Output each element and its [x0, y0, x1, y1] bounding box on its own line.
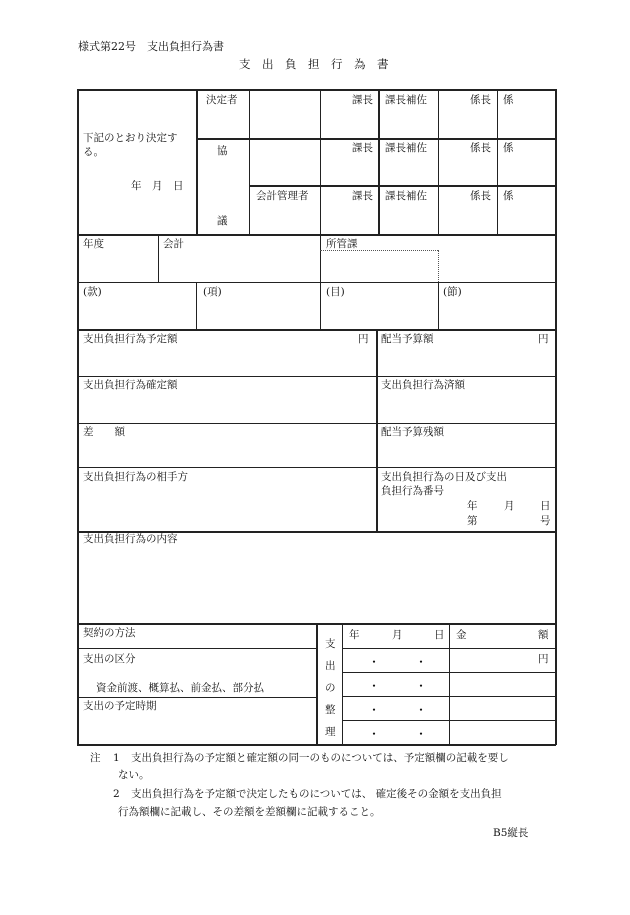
side-label-char: 出 [325, 660, 336, 672]
title-kakari: 係 [503, 190, 514, 202]
day-label: 日 [540, 500, 551, 512]
budget-allocated-yen: 円 [538, 333, 549, 345]
note-1-number: 1 [113, 752, 120, 764]
note-1-line-2: ない。 [118, 769, 150, 781]
confirmed-amount-label: 支出負担行為確定額 [83, 379, 178, 391]
side-label-char: 整 [325, 704, 336, 716]
page-title: 支 出 負 担 行 為 書 [239, 57, 389, 71]
kan-label: (款) [83, 286, 102, 298]
title-kacho-hosa: 課長補佐 [385, 190, 427, 202]
budget-remaining-label: 配当予算残額 [381, 426, 444, 438]
note-1-line-1: 支出負担行為の予定額と確定額の同一のものについては、予定額欄の記載を要し [131, 752, 509, 764]
consult-label-2: 議 [217, 215, 228, 227]
col-day-label: 日 [434, 629, 445, 641]
note-2-number: 2 [113, 788, 120, 800]
side-label-char: の [325, 682, 336, 694]
title-kakari: 係 [503, 142, 514, 154]
date-separator-dot: ・ [415, 655, 428, 669]
border-right [555, 89, 557, 745]
fiscal-year-label: 年度 [83, 238, 104, 250]
title-kacho: 課長 [352, 190, 373, 202]
title-kacho-hosa: 課長補佐 [385, 142, 427, 154]
paper-size-label: B5縦長 [493, 827, 529, 839]
executed-amount-label: 支出負担行為済額 [381, 379, 465, 391]
year-label: 年 [467, 500, 478, 512]
side-label-char: 支 [325, 638, 336, 650]
note-2-line-2: 行為額欄に記載し、その差額を差額欄に記載すること。 [118, 806, 381, 818]
planned-amount-label: 支出負担行為予定額 [83, 333, 178, 345]
decision-text: 下記のとおり決定する。 [83, 132, 178, 158]
title-kacho: 課長 [352, 94, 373, 106]
col-amount-label-1: 金 [456, 629, 467, 641]
col-month-label: 月 [392, 629, 403, 641]
decision-date-label: 年 月 日 [131, 180, 184, 192]
payment-type-label: 支出の区分 [83, 653, 136, 665]
moku-label: (目) [326, 286, 345, 298]
form-number: 様式第22号 支出負担行為書 [78, 40, 224, 53]
date-number-label-1: 支出負担行為の日及び支出 [381, 471, 507, 483]
setsu-label: (節) [443, 286, 462, 298]
col-amount-yen: 円 [538, 653, 549, 665]
side-label-char: 理 [325, 726, 336, 738]
decider-label: 決定者 [206, 94, 238, 106]
date-separator-dot: ・ [368, 703, 381, 717]
note-2-line-1: 支出負担行為を予定額で決定したものについては、 確定後その金額を支出負担 [131, 788, 502, 800]
title-kakaricho: 係長 [470, 142, 491, 154]
account-label: 会計 [163, 238, 184, 250]
dai-label: 第 [467, 515, 478, 527]
title-kakaricho: 係長 [470, 190, 491, 202]
date-separator-dot: ・ [415, 727, 428, 741]
title-kakaricho: 係長 [470, 94, 491, 106]
department-label: 所管課 [326, 238, 358, 250]
planned-time-label: 支出の予定時期 [83, 700, 157, 712]
date-separator-dot: ・ [415, 679, 428, 693]
kou-label: (項) [203, 286, 222, 298]
border-top [77, 89, 555, 91]
border-left [77, 89, 79, 745]
contract-method-label: 契約の方法 [83, 627, 136, 639]
col-amount-label-2: 額 [538, 629, 549, 641]
payment-options: 資金前渡、概算払、前金払、部分払 [96, 682, 264, 694]
title-kakari: 係 [503, 94, 514, 106]
planned-amount-yen: 円 [358, 333, 369, 345]
date-separator-dot: ・ [368, 655, 381, 669]
month-label: 月 [504, 500, 515, 512]
counterparty-label: 支出負担行為の相手方 [83, 471, 188, 483]
date-separator-dot: ・ [368, 679, 381, 693]
note-prefix: 注 [90, 752, 101, 764]
consult-label-1: 協 [217, 145, 228, 157]
title-kacho: 課長 [352, 142, 373, 154]
accounting-manager-label: 会計管理者 [256, 190, 309, 202]
date-separator-dot: ・ [415, 703, 428, 717]
gou-label: 号 [540, 515, 551, 527]
budget-allocated-label: 配当予算額 [381, 333, 434, 345]
content-label: 支出負担行為の内容 [83, 533, 178, 545]
date-separator-dot: ・ [368, 727, 381, 741]
col-year-label: 年 [349, 629, 360, 641]
date-number-label-2: 負担行為番号 [381, 485, 444, 497]
title-kacho-hosa: 課長補佐 [385, 94, 427, 106]
difference-label: 差 額 [83, 426, 125, 438]
